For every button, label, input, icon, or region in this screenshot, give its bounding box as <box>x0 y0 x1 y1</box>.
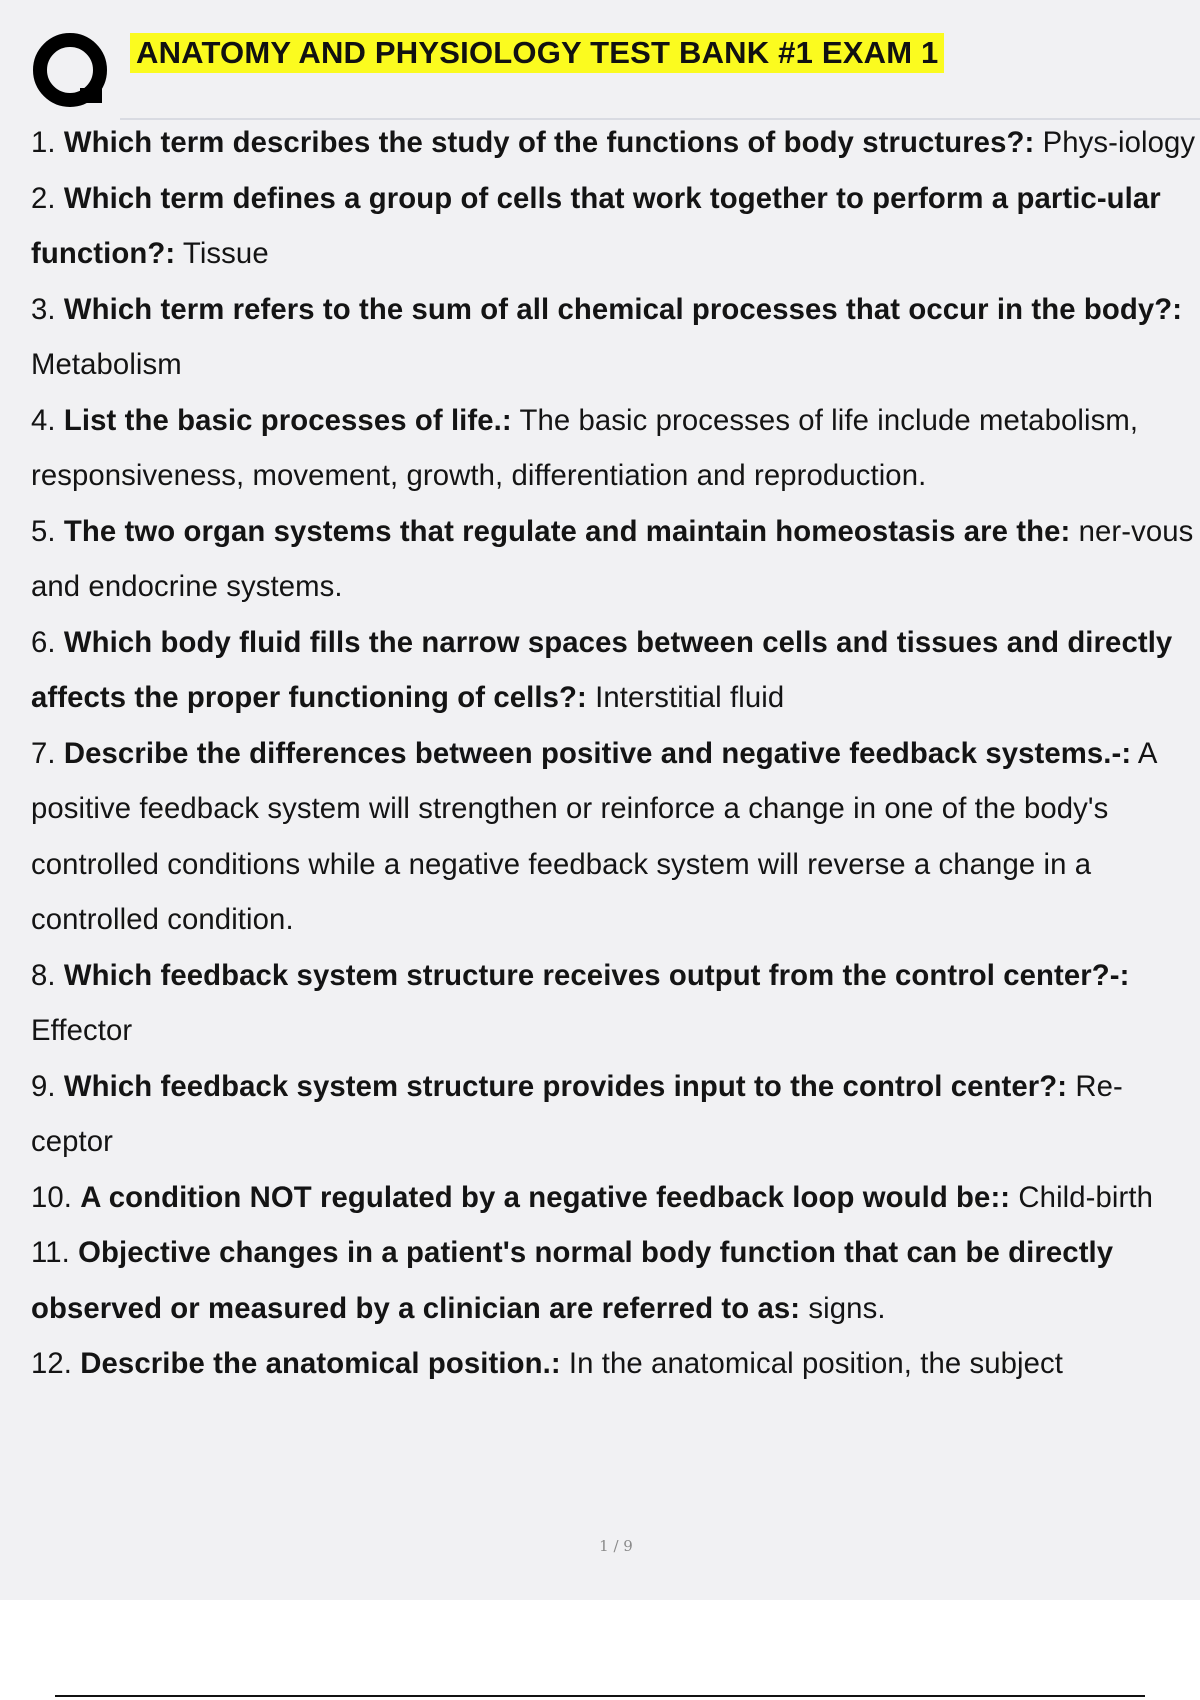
question-item <box>31 1059 1200 1170</box>
question-number: 4. <box>31 403 56 437</box>
question-number: 9. <box>31 1069 56 1103</box>
question-text: Which term refers to the sum of all chemical processes that occur in the body?: <box>63 292 1183 326</box>
question-number: 8. <box>31 958 56 992</box>
question-text: Describe the differences between positive and negative feedback systems.-: <box>63 736 1132 770</box>
answer-text: A positive feedback system will strengthen or reinforce a change in one of the body's controlled conditions while a negative feedback system will reverse a change in a controlled condition. <box>31 736 1156 936</box>
question-text: Which body fluid fills the narrow spaces between cells and tissues and directly affects the proper functioning of cells?: <box>31 625 1173 714</box>
answer-text: ner-vous and endocrine systems. <box>31 514 1194 603</box>
question-item <box>31 1170 1200 1226</box>
question-item <box>31 615 1200 726</box>
question-item <box>31 948 1200 1059</box>
answer-text: Re-ceptor <box>31 1069 1123 1158</box>
question-text: Which term describes the study of the functions of body structures?: <box>63 126 1035 159</box>
answer-text: Tissue <box>182 237 269 270</box>
question-text: Which feedback system structure receives output from the control center?-: <box>63 958 1130 992</box>
question-number: 1. <box>31 126 56 159</box>
question-number: 6. <box>31 625 56 659</box>
question-text: List the basic processes of life.: <box>63 403 512 437</box>
answer-text: Child-birth <box>1018 1180 1154 1214</box>
question-item <box>31 282 1200 393</box>
question-number: 7. <box>31 736 56 770</box>
question-number: 5. <box>31 514 56 548</box>
answer-text: signs. <box>808 1291 886 1325</box>
question-item <box>31 1225 1200 1336</box>
question-item <box>31 115 1200 171</box>
answer-text: Interstitial fluid <box>595 681 785 714</box>
question-item <box>31 171 1200 282</box>
footer-divider <box>55 1695 1145 1697</box>
answer-text: Metabolism <box>31 348 182 381</box>
question-text: The two organ systems that regulate and maintain homeostasis are the: <box>63 514 1071 548</box>
question-number: 2. <box>31 181 56 215</box>
question-number: 3. <box>31 292 56 326</box>
question-number: 11. <box>31 1236 70 1269</box>
question-number: 10. <box>31 1180 73 1214</box>
question-text: Describe the anatomical position.: <box>80 1347 561 1380</box>
question-list <box>31 115 1200 1392</box>
question-item <box>31 504 1200 615</box>
page-number: 1 / 9 <box>599 1537 633 1555</box>
question-item <box>31 393 1200 504</box>
answer-text: Effector <box>31 1014 133 1047</box>
question-text: A condition NOT regulated by a negative feedback loop would be:: <box>80 1180 1011 1214</box>
question-number: 12. <box>31 1347 73 1380</box>
q-logo-icon <box>30 30 114 114</box>
answer-text: The basic processes of life include metabolism, responsiveness, movement, growth, differentiation and reproduction. <box>31 403 1139 492</box>
document-title: ANATOMY AND PHYSIOLOGY TEST BANK #1 EXAM 1 <box>130 33 944 73</box>
answer-text: Phys-iology <box>1042 126 1196 159</box>
question-text: Which term defines a group of cells that work together to perform a partic-ular function?: <box>31 181 1161 270</box>
question-text: Objective changes in a patient's normal body function that can be directly observed or measured by a clinician are referred to as: <box>31 1236 1114 1325</box>
question-item <box>31 726 1200 948</box>
question-text: Which feedback system structure provides input to the control center?: <box>63 1069 1068 1103</box>
question-item <box>31 1336 1200 1392</box>
answer-text: In the anatomical position, the subject <box>568 1347 1064 1380</box>
